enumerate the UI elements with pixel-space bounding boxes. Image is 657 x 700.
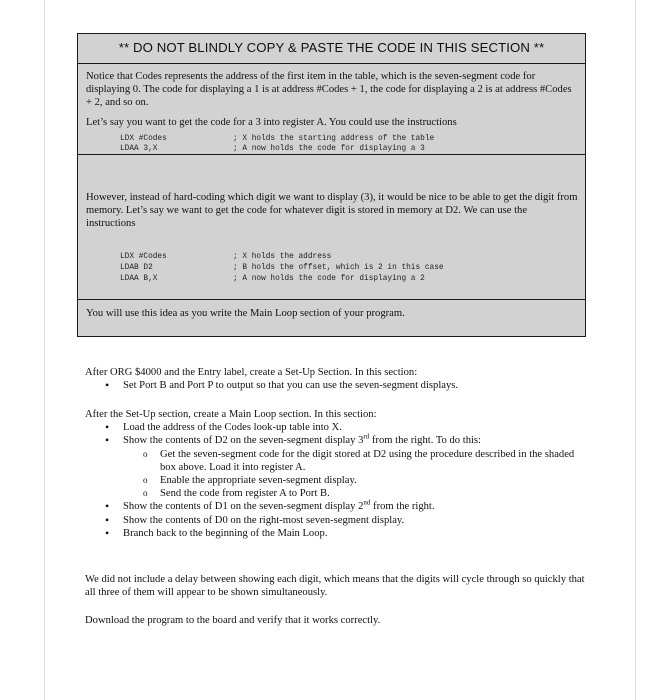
- box-heading: ** DO NOT BLINDLY COPY & PASTE THE CODE IN THIS SECTION **: [118, 40, 545, 55]
- mainloop-bullet-2: • Show the contents of D2 on the seven-segment display 3rd from the right. To do this:: [105, 432, 481, 448]
- setup-section: [85, 366, 585, 392]
- code-block-1-comment-1: ; X holds the starting address of the table: [233, 135, 435, 143]
- download-note: Download the program to the board and verify that it works correctly.: [85, 615, 381, 626]
- code-block-2-instr-3: LDAA B,X: [120, 275, 158, 283]
- code-block-2-comment-2: ; B holds the offset, which is 2 in this case: [233, 264, 444, 272]
- mainloop-bullet-3: • Show the contents of D1 on the seven-segment display 2nd from the right.: [105, 498, 435, 514]
- hollow-bullet-icon: o: [143, 448, 148, 459]
- bullet-dot-icon: •: [105, 378, 110, 393]
- hollow-bullet-icon: o: [143, 475, 148, 486]
- setup-bullet: • Set Port B and Port P to output so that you can use the seven-segment displays.: [105, 378, 459, 393]
- code-block-1-instr-2: LDAA 3,X: [120, 145, 158, 153]
- bullet-dot-icon: •: [105, 512, 110, 527]
- box-para-1: Notice that Codes represents the address of the first item in the table, which is the seven-segment code for displaying 0. The code for displaying a 1 is at address #Codes + 1, the code for displaying a 2 is at address #Codes + 2, and so on.: [86, 71, 572, 109]
- mainloop-bullet-4: • Show the contents of D0 on the right-most seven-segment display.: [105, 512, 405, 527]
- setup-intro: After ORG $4000 and the Entry label, create a Set-Up Section. In this section:: [85, 367, 418, 378]
- mainloop-sub-3: o Send the code from register A to Port B.: [143, 488, 330, 500]
- box-para-2: Let’s say you want to get the code for a 3 into register A. You could use the instructions: [86, 117, 457, 128]
- mainloop-sub-2: o Enable the appropriate seven-segment display.: [143, 475, 357, 487]
- bullet-dot-icon: •: [105, 433, 110, 448]
- code-block-1-instr-1: LDX #Codes: [120, 135, 167, 143]
- mainloop-intro: After the Set-Up section, create a Main Loop section. In this section:: [85, 409, 377, 420]
- bullet-dot-icon: •: [105, 525, 110, 540]
- bullet-dot-icon: •: [105, 499, 110, 514]
- code-block-2-instr-2: LDAB D2: [120, 264, 153, 272]
- code-block-2-instr-1: LDX #Codes: [120, 253, 167, 261]
- mainloop-sub-1: o Get the seven-segment code for the digit stored at D2 using the procedure described in the shaded box above. Load it into register A.: [143, 448, 575, 473]
- mainloop-section: [85, 408, 585, 540]
- box-para-3: However, instead of hard-coding which digit we want to display (3), it would be nice to be able to get the digit from memory. Let’s say we want to get the code for whatever digit is stored in memory at D2. We can use the instructions: [86, 192, 578, 230]
- bullet-dot-icon: •: [105, 420, 110, 435]
- delay-note: We did not include a delay between showing each digit, which means that the digits will cycle through so quickly that all three of them will appear to be shown simultaneously.: [85, 574, 585, 599]
- box-section-1: [78, 64, 585, 155]
- code-block-2-comment-1: ; X holds the address: [233, 253, 332, 261]
- box-section-2: [78, 155, 585, 300]
- mainloop-bullet-5: • Branch back to the beginning of the Main Loop.: [105, 525, 328, 540]
- mainloop-bullet-1: • Load the address of the Codes look-up table into X.: [105, 420, 342, 435]
- hollow-bullet-icon: o: [143, 488, 148, 499]
- code-block-1-comment-2: ; A now holds the code for displaying a 3: [233, 145, 425, 153]
- box-para-4: You will use this idea as you write the Main Loop section of your program.: [86, 308, 405, 319]
- box-heading-section: [78, 34, 585, 64]
- shaded-box: [77, 33, 586, 337]
- code-block-2-comment-3: ; A now holds the code for displaying a 2: [233, 275, 425, 283]
